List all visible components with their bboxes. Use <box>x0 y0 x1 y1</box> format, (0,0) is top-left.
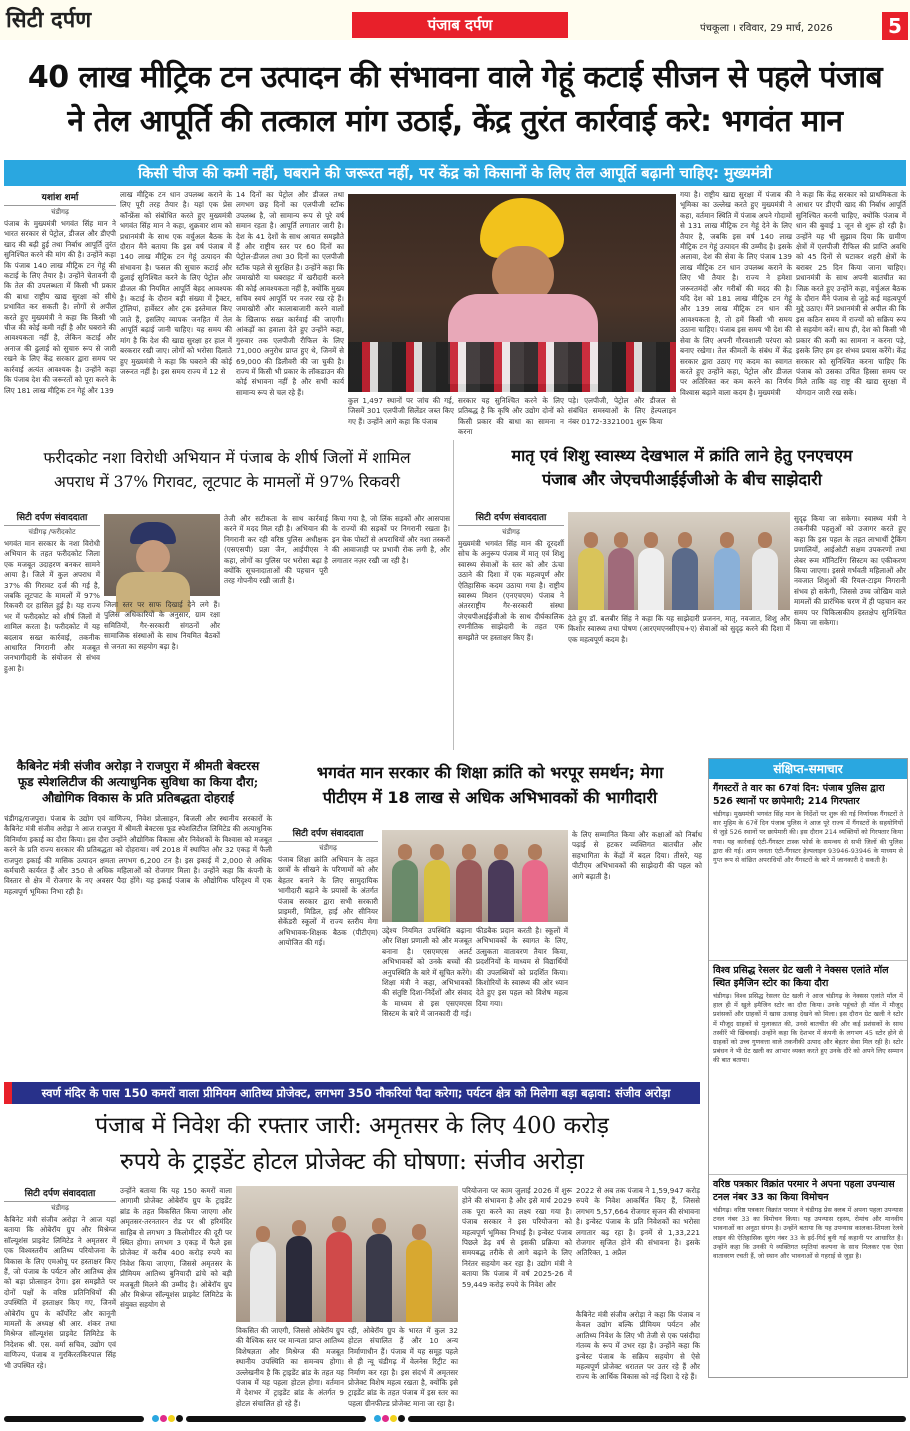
faridkot-col3-text: तेजी और सटीकता के साथ कार्रवाई करने में मदद मिल रही है। अभियान की निगरानी कर रही वरिष्ठ पुलिस अधीक्षक (एसएसपी) प्रज्ञा जैन, आईपीएस ने कहा, लोगों का पुलिस पर भरोसा बढ़ा है क्योंकि सूचनादाताओं की पहचान पूरी तरह गोपनीय रखी जाती है। <box>224 514 328 586</box>
magenta-dot <box>160 1415 167 1422</box>
person-shape <box>672 548 698 610</box>
nhm-column-1 <box>458 510 564 750</box>
investment-col1-text: कैबिनेट मंत्री संजीव अरोड़ा ने आज यहां बताया कि ओबेरॉय ग्रुप और मिश्रेग्ज सॉल्यूशंस प्राइवेट लिमिटेड ने अमृतसर में एक विश्वस्तरीय आतिथ्य परियोजना के विकास के लिए एमओयू पर हस्ताक्षर किए हैं, जो पंजाब के पर्यटन और आतिथ्य क्षेत्र को बड़ा प्रोत्साहन देगा। इस समझौते पर दोनों पक्षों के वरिष्ठ प्रतिनिधियों की उपस्थिति में हस्ताक्षर किए गए, जिनमें ओबेरॉय ग्रुप के कॉर्पोरेट और कानूनी मामलों के अध्यक्ष श्री आर. शंकर तथा मिश्रेग्ज सॉल्यूशंस प्राइवेट लिमिटेड के निदेशक श्री. एस. वर्मा सचिव, उद्योग एवं वाणिज्य, पंजाब व गुरकिरतकिरपाल सिंह भी उपस्थित रहे। <box>4 1215 116 1370</box>
faridkot-col4-text: किया गया है, जो लिंक सड़कों और आसपास के राज्यों की सड़कों पर निगरानी रखता है। इन चेक पोस्टों से अपराधियों और नशा तस्करों की आवाजाही पर प्रभावी रोक लगी है, और लगातार नज़र रखी जा रही है। <box>332 514 450 565</box>
investment-col4-text: रही, ओबेरॉय ग्रुप के भारत में कुल 32 होटल संचालित हैं और 10 अन्य निर्माणाधीन हैं। पंजाब में यह समूह पहले से ही न्यू चंडीगढ़ में वेलनेस रिट्रीट का निर्माण कर रहा है। इस संदर्भ में अमृतसर प्रोजेक्ट विशेष महत्व रखता है, क्योंकि इसे ट्राइडेंट ब्रांड के तहत पंजाब में इस स्तर का पहला ग्रीनफील्ड प्रोजेक्ट माना जा रहा है। <box>348 1326 458 1408</box>
mou-signing-photo <box>568 512 790 610</box>
faridkot-col1-text: भगवंत मान सरकार के नशा विरोधी अभियान के तहत फरीदकोट जिला एक मजबूत उदाहरण बनकर सामने आया है। जिले में कुल अपराध में 37% की गिरावट दर्ज की गई है, जबकि लूटपाट के मामलों में 97% रिकवरी दर हासिल हुई है। यह राज्य भर में फरीदकोट को शीर्ष जिलों में शामिल करता है। फरीदकोट में यह बदलाव सख्त कार्रवाई, तकनीक आधारित निगरानी और मजबूत जनभागीदारी के संयोजन से संभव हुआ है। <box>4 539 100 673</box>
investment-column-1 <box>4 1186 116 1408</box>
person-shape <box>406 1240 432 1322</box>
investment-col2-text: उन्होंने बताया कि यह 150 कमरों वाला आगामी प्रोजेक्ट ओबेरॉय ग्रुप के ट्राइडेंट ब्रांड के तहत विकसित किया जाएगा और अमृतसर-तरनतारन रोड पर श्री हरिमंदिर साहिब से लगभग 3 किलोमीटर की दूरी पर स्थित होगा। लगभग 3 एकड़ में फैले इस प्रोजेक्ट में करीब 400 करोड़ रुपये का निवेश किया जाएगा, जिससे अमृतसर के प्रीमियम आतिथ्य बुनियादी ढांचे को बड़ी मजबूती मिलने की उम्मीद है। ओबेरॉय ग्रुप और मिश्रेग्ज सॉल्यूशंस प्राइवेट लिमिटेड के संयुक्त सहयोग से <box>120 1186 232 1310</box>
cabinet-headline-line2: फूड स्पेशलिटीज की अत्याधुनिक सुविधा का किया दौरा; <box>17 775 259 789</box>
education-headline-line2: पीटीएम में 18 लाख से अधिक अभिभावकों की भागीदारी <box>322 788 658 807</box>
education-column-1 <box>278 826 378 1076</box>
nhm-byline: सिटी दर्पण संवाददाता <box>458 510 564 526</box>
nhm-headline <box>458 444 906 492</box>
investment-headline-line2: रुपये के ट्राइडेंट होटल प्रोजेक्ट की घोषणा: संजीव अरोड़ा <box>120 1149 584 1175</box>
person-shape <box>326 1232 352 1322</box>
brief1-body: चंडीगढ़। मुख्यमंत्री भगवंत सिंह मान के निर्देशों पर शुरू की गई निर्णायक गैंगस्टरों ते वार मुहिम के 67वें दिन पंजाब पुलिस ने आज पूरे राज्य में गैंगस्टरों के सहयोगियों से जुड़े 526 स्थानों पर छापेमारी की। इस दौरान 214 व्यक्तियों को गिरफ्तार किया गया। यह कार्रवाई एंटी-गैंगस्टर टास्क फोर्स के समन्वय से सभी जिलों की पुलिस द्वारा की गई। आम जनता एंटी-गैंगस्टर हेल्पलाइन 93946-93946 के माध्यम से गुप्त रूप से वांछित अपराधियों और गैंगस्टरों के बारे में जानकारी दे सकती है। <box>713 810 903 865</box>
investment-col3-text: विकसित की जाएगी, जिससे ओबेरॉय ग्रुप की वैश्विक स्तर पर मान्यता प्राप्त आतिथ्य विशेषज्ञता और मिश्रेग्ज की मजबूत स्थानीय उपस्थिति का समन्वय होगा। उल्लेखनीय है कि ट्राइडेंट ब्रांड के तहत यह पंजाब में यह पहला होटल होगा। वर्तमान में देशभर में ट्राइडेंट ब्रांड के अंतर्गत 9 होटल संचालित हो रहे हैं। <box>236 1326 344 1408</box>
black-dot <box>176 1415 183 1422</box>
lead-col1-text: पंजाब के मुख्यमंत्री भगवंत सिंह मान ने भारत सरकार से पेट्रोल, डीजल और डीएपी खाद की बढ़ी हुई तथा निर्बाध आपूर्ति तुरंत सुनिश्चित करने की मांग की है। उन्होंने कहा कि पंजाब 140 लाख मीट्रिक टन गेहूं की कटाई के लिए तैयार है। उन्होंने चेतावनी दी कि तेल की उपलब्धता में किसी भी प्रकार की बाधा राष्ट्रीय खाद्य सुरक्षा को सीधे प्रभावित कर सकती है। लोगों से अपील करते हुए मुख्यमंत्री ने कहा कि किसी भी चीज की कोई कमी नहीं है और घबराने की आवश्यकता नहीं है, लेकिन कटाई और अनाज की ढुलाई को सुचारु रूप से जारी रखने के लिए केंद्र सरकार द्वारा समय पर कार्रवाई अत्यंत आवश्यक है। उन्होंने कहा कि पंजाब देश की जरूरतों को पूरा करने के लिए 181 लाख मीट्रिक टन गेहूं और 139 <box>4 219 116 395</box>
lead-column-1 <box>4 190 116 430</box>
investment-col6-text: 2022 से अब तक पंजाब ने 1,59,947 करोड़ रुपये के निवेश आकर्षित किए हैं, जिससे लगभग 5,57,664 रोजगार सृजन की संभावना है। इन्वेस्ट पंजाब के प्रति निवेशकों का भरोसा लगातार बढ़ रहा है। इनमें से 1,33,221 रोजगार सृजित होने की संभावना है। इसके अतिरिक्त, 1 अप्रैल <box>576 1186 700 1258</box>
education-col3-text: फीडबैक प्रदान करती है। स्कूलों में अभिभावकों के स्वागत के लिए, उत्सुकता वातावरण तैयार किया, प्रदर्शनियों के माध्यम से विद्यार्थियों की उपलब्धियों को प्रदर्शित किया। किशोरियों के स्वास्थ्य की ओर ध्यान देते हुए इस पहल को विशेष महत्व दिया गया। <box>476 926 568 1008</box>
registration-bar <box>4 1416 144 1422</box>
investment-col5-text: परियोजना पर काम जुलाई 2026 में शुरू होने की संभावना है और इसे मार्च 2029 तक पूरा करने का लक्ष्य रखा गया है। पंजाब सरकार ने इस परियोजना को महत्वपूर्ण भूमिका निभाई है। इन्वेस्ट पंजाब पिछले डेढ़ वर्ष से इसकी प्रक्रिया को समयबद्ध तरीके से आगे बढ़ाने के लिए निरंतर सहयोग कर रहा है। उद्योग मंत्री ने बताया कि पंजाब में वर्ष 2025-26 में 59,449 करोड़ रुपये के निवेश और <box>462 1186 572 1289</box>
section-tag: पंजाब दर्पण <box>352 12 568 38</box>
faridkot-headline-line1: फरीदकोट नशा विरोधी अभियान में पंजाब के शीर्ष जिलों में शामिल <box>43 449 411 467</box>
nhm-headline-line2: पंजाब और जेएचपीआईईजीओ के बीच साझेदारी <box>542 470 822 489</box>
chief-minister-photo <box>348 194 676 392</box>
education-headline-line1: भगवंत मान सरकार की शिक्षा क्रांति को भरपूर समर्थन; मेगा <box>316 763 664 782</box>
lead-place: चंडीगढ़ <box>51 208 69 216</box>
nhm-place: चंडीगढ़ <box>502 528 520 536</box>
brief-news-box <box>708 758 908 1378</box>
person-shape <box>488 860 514 922</box>
person-shape <box>522 860 548 922</box>
person-shape <box>714 548 740 610</box>
person-shape <box>392 860 418 922</box>
nhm-headline-line1: मातृ एवं शिशु स्वास्थ्य देखभाल में क्रांति लाने हेतु एनएचएम <box>511 446 853 465</box>
faridkot-place: चंडीगढ़ /फरीदकोट <box>28 528 76 536</box>
education-col1-text: पंजाब शिक्षा क्रांति अभियान के तहत छात्रों के सीखने के परिणामों को और बेहतर बनाने के लिए सामुदायिक भागीदारी बढ़ाने के प्रयासों के अंतर्गत पंजाब सरकार द्वारा सभी सरकारी प्राइमरी, मिडिल, हाई और सीनियर सेकेंडरी स्कूलों में राज्य स्तरीय मेगा अभिभावक-शिक्षक बैठक (पीटीएम) आयोजित की गई। <box>278 855 378 948</box>
cabinet-body-text: चंडीगढ़/राजपुरा। पंजाब के उद्योग एवं वाणिज्य, निवेश प्रोत्साहन, बिजली और स्थानीय सरकारों के कैबिनेट मंत्री संजीव अरोड़ा ने आज राजपुरा में श्रीमती बेक्टरस फूड स्पेशलिटीज लिमिटेड की अत्याधुनिक विनिर्माण इकाई का दौरा किया। इस दौरा उन्होंने औद्योगिक विकास और निवेशकों के विश्वास को मजबूत करने के प्रति राज्य सरकार की प्रतिबद्धता को दोहराया। वर्ष 2018 में स्थापित और 32 एकड़ में फैली राजपुरा इकाई की मासिक उत्पादन क्षमता लगभग 6,200 टन है। इस इकाई में 2,000 से अधिक कर्मचारी कार्यरत हैं और 350 से अधिक महिलाओं को रोजगार मिला है। उन्होंने कहा कि कंपनी के विस्तार से क्षेत्र में रोजगार के नए अवसर पैदा होंगे। यह इकाई पंजाब के औद्योगिक परिदृश्य में एक महत्वपूर्ण भूमिका निभा रही है। <box>4 814 272 896</box>
faridkot-col2-text: जिला स्तर पर साफ दिखाई देने लगे हैं। पुलिस अधिकारियों के अनुसार, ग्राम रक्षा समितियों, गैर-सरकारी संगठनों और सामाजिक संस्थाओं के साथ नियमित बैठकों से जनता का सहयोग बढ़ा है। <box>104 600 220 651</box>
lead-col3-text: 14 दिनों का पेट्रोल और डीजल तथा लगभग छह दिनों का एलपीजी स्टॉक उपलब्ध है, जो सामान्य रूप से पूरे वर्ष समान रहता है। आपूर्ति लगातार जारी है। देश के 41 देशों के साथ आयात समझौते हैं और राष्ट्रीय स्तर पर 60 दिनों का पेट्रोल-डीजल तथा 30 दिनों का एलपीजी स्टॉक पहले से सुरक्षित है। उन्होंने कहा कि जमाखोरी या घबराहट में खरीदारी करने की कोई आवश्यकता नहीं है, क्योंकि मुख्य सचिव स्वयं आपूर्ति पर नजर रख रहे हैं। जमाखोरी और कालाबाजारी करने वालों के खिलाफ सख्त कार्रवाई की जाएगी। आंकड़ों का हवाला देते हुए उन्होंने कहा, गुरुवार तक एलपीजी रीफिल के लिए 71,000 अनुरोध प्राप्त हुए थे, जिनमें से 69,000 की डिलीवरी की जा चुकी है। राज्य में किसी भी प्रकार के लॉकडाउन की कोई संभावना नहीं है और सभी कार्य सामान्य रूप से चल रहे हैं। <box>236 190 344 397</box>
brief2-body: चंडीगढ़। विश्व प्रसिद्ध रेसलर ग्रेट खली ने आज चंडीगढ़ के नेक्सस एलांते मॉल में हाल ही में खुले इमैजिन स्टोर का दौरा किया। उनके पहुंचते ही मॉल में मौजूद प्रशंसकों और ग्राहकों में खास उत्साह देखने को मिला। इस दौरान ग्रेट खली ने स्टोर में मौजूद ग्राहकों से मुलाकात की, उनसे बातचीत की और कई प्रशंसकों के साथ तस्वीरें भी खिंचवाईं। उन्होंने कहा कि देशभर में कंपनी के लगभग 45 स्टोर होने से ग्राहकों को उच्च गुणवत्ता वाले तकनीकी उत्पाद और बेहतर सेवा मिल रही है। स्टोर प्रबंधन ने भी ग्रेट खली का आभार व्यक्त करते हुए उनके दौरे को अपने लिए सम्मान की बात बताया। <box>713 992 903 1065</box>
person-shape <box>366 1234 392 1322</box>
person-shape <box>250 1242 276 1322</box>
person-shape <box>638 548 664 610</box>
trident-mou-photo <box>236 1186 458 1322</box>
education-headline <box>278 760 702 810</box>
person-shape <box>608 548 634 610</box>
education-col2-text: उद्देश्य नियमित उपस्थिति बढ़ाना और शिक्षा प्रणाली को और मजबूत बनाना है। एसएमएस अलर्ट अभिभावकों को उनके बच्चों की अनुपस्थिति के बारे में सूचित करेंगे। शिक्षा मंत्री ने कहा, अभिभावकों की संतुष्टि दिशा-निर्देशों और संवाद के माध्यम से इस एसएमएस सिस्टम के बारे में जानकारी दी गई। <box>382 926 472 1019</box>
investment-col7-text: कैबिनेट मंत्री संजीव अरोड़ा ने कहा कि पंजाब न केवल उद्योग बल्कि प्रीमियम पर्यटन और आतिथ्य निवेश के लिए भी तेजी से एक पसंदीदा गंतव्य के रूप में उभर रहा है। उन्होंने कहा कि इन्वेस्ट पंजाब के सक्रिय सहयोग से ऐसे महत्वपूर्ण प्रोजेक्ट धरातल पर उतर रहे हैं और राज्य के आर्थिक विकास को नई दिशा दे रहे हैं। <box>576 1310 700 1382</box>
person-shape <box>286 1236 312 1322</box>
faridkot-byline: सिटी दर्पण संवाददाता <box>4 510 100 526</box>
lead-byline: यशांश शर्मा <box>4 190 116 206</box>
brief1-headline: गैंगस्टरों ते वार का 67वां दिन: पंजाब पुलिस द्वारा 526 स्थानों पर छापेमारी; 214 गिरफ्तार <box>713 783 885 807</box>
lead-col5-text: सरकार यह सुनिश्चित करने के लिए प्रतिबद्ध है कि कृषि और उद्योग दोनों को किसी प्रकार की बाधा का सामना न करना <box>458 396 564 437</box>
column-divider <box>453 440 454 750</box>
lead-headline-line1: 40 लाख मीट्रिक टन उत्पादन की संभावना वाले गेहूं कटाई सीजन से पहले पंजाब <box>27 60 883 95</box>
page-number: 5 <box>882 12 908 40</box>
investment-headline-line1: पंजाब में निवेश की रफ्तार जारी: अमृतसर के लिए 400 करोड़ <box>95 1113 609 1139</box>
police-officer-photo <box>104 514 220 596</box>
lead-headline <box>4 56 906 144</box>
ptm-group-photo <box>382 830 568 922</box>
yellow-dot <box>390 1415 397 1422</box>
faridkot-column-1 <box>4 510 100 750</box>
person-shape <box>578 548 604 610</box>
cabinet-headline-line1: कैबिनेट मंत्री संजीव अरोड़ा ने राजपुरा में श्रीमती बेक्टरस <box>16 759 260 773</box>
dateline: पंचकूला । रविवार, 29 मार्च, 2026 <box>700 23 833 34</box>
cyan-dot <box>374 1415 381 1422</box>
faridkot-headline <box>4 446 450 494</box>
brief3-body: चंडीगढ़। वरिष्ठ पत्रकार विक्रांत परमार ने चंडीगढ़ प्रेस क्लब में अपना पहला उपन्यास टनल नंबर 33 का विमोचन किया। यह उपन्यास रहस्य, रोमांच और मानवीय भावनाओं का अनूठा संगम है। उन्होंने बताया कि यह उपन्यास कालका-शिमला रेलवे लाइन की ऐतिहासिक सुरंग नंबर 33 के इर्द-गिर्द बुनी गई कहानी पर आधारित है। उन्होंने कहा कि उनकी ये व्यक्तिगत स्मृतियां कल्पना के साथ मिलकर एक ऐसा वातावरण रचती हैं, जो स्थान और भावनाओं से गहराई से जुड़ा है। <box>713 1206 903 1261</box>
investment-headline <box>4 1108 700 1180</box>
nhm-col3-text: सुदृढ़ किया जा सकेगा। स्वास्थ्य मंत्री ने तकनीकी पहलुओं को उजागर करते हुए कहा कि इस पहल के तहत लाभार्थी ट्रैकिंग प्रणालियों, आईओटी सक्षम उपकरणों तथा लेबर रूम मॉनिटरिंग सिस्टम का एकीकरण किया जाएगा। इससे गर्भवती महिलाओं और नवजात शिशुओं की रियल-टाइम निगरानी संभव हो सकेगी, जिससे उच्च जोखिम वाले मामलों की प्रारंभिक चरण में ही पहचान कर समय पर चिकित्सकीय हस्तक्षेप सुनिश्चित किया जा सकेगा। <box>794 514 906 628</box>
brief-news-tag: संक्षिप्त-समाचार <box>709 759 907 779</box>
education-col4-text: के लिए सम्मानित किया और कक्षाओं को निर्बाध पढ़ाई से हटकर व्यक्तिगत बातचीत और सहभागिता के केंद्रों में बदल दिया। तीसरे, यह पीटीएम अभिभावकों की साझेदारी की पहल को आगे बढ़ाती है। <box>572 830 702 881</box>
investment-byline: सिटी दर्पण संवाददाता <box>4 1186 116 1202</box>
cyan-dot <box>152 1415 159 1422</box>
investment-strip: स्वर्ण मंदिर के पास 150 कमरों वाला प्रीमियम आतिथ्य प्रोजेक्ट, लगभग 350 नौकरियां पैदा करेगा; पर्यटन क्षेत्र को मिलेगा बड़ा बढ़ावा: संजीव अरोड़ा <box>4 1082 700 1104</box>
lead-headline-line2: ने तेल आपूर्ति की तत्काल मांग उठाई, केंद्र तुरंत कार्रवाई करे: भगवंत मान <box>67 104 843 139</box>
education-byline: सिटी दर्पण संवाददाता <box>278 826 378 842</box>
magenta-dot <box>382 1415 389 1422</box>
registration-bar <box>408 1416 906 1422</box>
newspaper-logo: सिटी दर्पण <box>6 7 92 33</box>
education-place: चंडीगढ़ <box>319 844 337 852</box>
masthead <box>0 0 910 40</box>
person-shape <box>424 860 450 922</box>
microphones <box>348 342 676 392</box>
lead-col7-text: गया है। राष्ट्रीय खाद्य सुरक्षा में पंजाब की भूमिका का उल्लेख करते हुए मुख्यमंत्री ने कहा, वर्तमान स्थिति में पंजाब अपने गोदामों से 131 लाख मीट्रिक टन गेहूं देने के लिए तैयार है, जबकि इस वर्ष 140 लाख मीट्रिक टन गेहूं उत्पादन की उम्मीद है। इसके अलावा, देश की सेवा के लिए पंजाब 139 लाख मीट्रिक टन धान उपलब्ध कराने के लिए भी तैयार है। राज्य ने हमेशा जरूरतमंदों और गरीबों की मदद की है। यदि देश को 181 लाख मीट्रिक टन गेहूं और 139 लाख मीट्रिक टन धान की आवश्यकता है, तो हमें किसी भी समय उठाना चाहिए। पंजाब इस समय भी देश की सेवा के लिए अपनी गौरवशाली परंपरा को बनाए रखेगा। तेल कीमतों के संबंध में केंद्र सरकार द्वारा उठाए गए कदम का स्वागत करते हुए उन्होंने कहा, पेट्रोल और डीजल पर अतिरिक्त कर कम करने का निर्णय विश्वास बढ़ाने वाला कदम है। मुख्यमंत्री <box>680 190 792 397</box>
nhm-col2-text: देते हुए डॉ. बलबीर सिंह ने कहा कि यह साझेदारी प्रजनन, मातृ, नवजात, शिशु और किशोर स्वास्थ्य तथा पोषण (आरएमएनसीएच+ए) सेवाओं को सुदृढ़ करने की दिशा में एक महत्वपूर्ण कदम है। <box>568 614 790 644</box>
cabinet-headline <box>4 758 272 806</box>
black-dot <box>398 1415 405 1422</box>
yellow-dot <box>168 1415 175 1422</box>
nhm-col1-text: मुख्यमंत्री भगवंत सिंह मान की दूरदर्शी सोच के अनुरूप पंजाब में मातृ एवं शिशु स्वास्थ्य सेवाओं के स्तर को और ऊंचा उठाने की दिशा में एक महत्वपूर्ण और ऐतिहासिक कदम उठाया गया है। राष्ट्रीय स्वास्थ्य मिशन (एनएचएम) पंजाब ने अंतरराष्ट्रीय गैर-सरकारी संस्था जेएचपीआईईजीओ के साथ दीर्घकालिक रणनीतिक साझेदारी के तहत एक समझौते पर हस्ताक्षर किए हैं। <box>458 539 564 642</box>
faridkot-headline-line2: अपराध में 37% गिरावट, लूटपाट के मामलों में 97% रिकवरी <box>54 473 400 491</box>
officer-face-shape <box>136 540 170 574</box>
person-shape <box>456 860 482 922</box>
brief2-headline: विश्व प्रसिद्ध रेसलर ग्रेट खली ने नेक्सस एलांते मॉल स्थित इमैजिन स्टोर का किया दौरा <box>709 960 907 992</box>
investment-place: चंडीगढ़ <box>51 1204 69 1212</box>
lead-col2-text: लाख मीट्रिक टन धान उपलब्ध कराने के लिए पूरी तरह तैयार है। यहां एक प्रेस कॉन्फ्रेंस को संबोधित करते हुए मुख्यमंत्री भगवंत सिंह मान ने कहा, शुक्रवार शाम को प्रधानमंत्री के साथ एक वर्चुअल बैठक के दौरान मैंने बताया कि इस वर्ष पंजाब में 140 लाख मीट्रिक टन गेहूं उत्पादन की संभावना है। फसल की सुचारु कटाई और ढुलाई सुनिश्चित करने के लिए पेट्रोल और डीजल की नियमित आपूर्ति बेहद आवश्यक है। कटाई के दौरान बड़ी संख्या में ट्रैक्टर, ट्रॉलियां, हार्वेस्टर और ट्रक इस्तेमाल किए जाते हैं, इसलिए व्यापक जनहित में तेल आपूर्ति बढ़ाई जानी चाहिए। यह समय की मांग है कि देश की खाद्य सुरक्षा हर हाल में बरकरार रखी जाए। लोगों को भरोसा दिलाते हुए मुख्यमंत्री ने कहा कि घबराने की कोई जरूरत नहीं है। इस समय राज्य में 12 से <box>120 190 232 376</box>
lead-col4-text: कुल 1,497 स्थानों पर जांच की गई, जिसमें 301 एलपीजी सिलेंडर जब्त किए गए हैं। उन्होंने आगे कहा कि पंजाब <box>348 396 454 426</box>
cabinet-headline-line3: औद्योगिक विकास के प्रति प्रतिबद्धता दोहराई <box>41 791 235 805</box>
brief3-headline: वरिष्ठ पत्रकार विक्रांत परमार ने अपना पहला उपन्यास टनल नंबर 33 का किया विमोचन <box>709 1174 907 1206</box>
lead-col8-text: ने कहा कि केंद्र सरकार को प्राथमिकता के आधार पर डीएपी खाद की निर्बाध आपूर्ति सुनिश्चित करनी चाहिए, क्योंकि पंजाब में धान की बुवाई 1 जून से शुरू हो रही है। उन्होंने यह भी सुझाव दिया कि ग्रामीण क्षेत्रों में एलपीजी रीफिल की प्राप्ति अवधि को 45 दिनों से घटाकर शहरी क्षेत्रों के बराबर 25 दिन किया जाना चाहिए। प्रधानमंत्री के साथ अपनी बातचीत का जिक्र करते हुए उन्होंने कहा, वर्चुअल बैठक के दौरान मैंने पंजाब से जुड़े कई महत्वपूर्ण मुद्दे उठाए। मैंने प्रधानमंत्री से अपील की कि इस कठिन समय में राज्यों को सक्रिय रूप से सहयोग करें। साथ ही, देश को किसी भी प्रकार की कमी का सामना न करना पड़े, इसके लिए हम हर संभव प्रयास करेंगे। केंद्र सरकार को सुनिश्चित करना चाहिए कि पंजाब को उसका उचित हिस्सा समय पर मिले ताकि वह राष्ट्र की खाद्य सुरक्षा में योगदान जारी रख सके। <box>796 190 906 397</box>
lead-subhead: किसी चीज की कमी नहीं, घबराने की जरूरत नहीं, पर केंद्र को किसानों के लिए तेल आपूर्ति बढ़ानी चाहिए: मुख्यमंत्री <box>4 160 906 186</box>
person-shape <box>752 548 778 610</box>
print-registration-marks <box>4 1414 906 1424</box>
registration-bar <box>186 1416 366 1422</box>
lead-col6-text: पड़े। एलपीजी, पेट्रोल और डीजल से संबंधित समस्याओं के लिए हेल्पलाइन नंबर 0172-3321001 शुरू किया <box>568 396 676 426</box>
